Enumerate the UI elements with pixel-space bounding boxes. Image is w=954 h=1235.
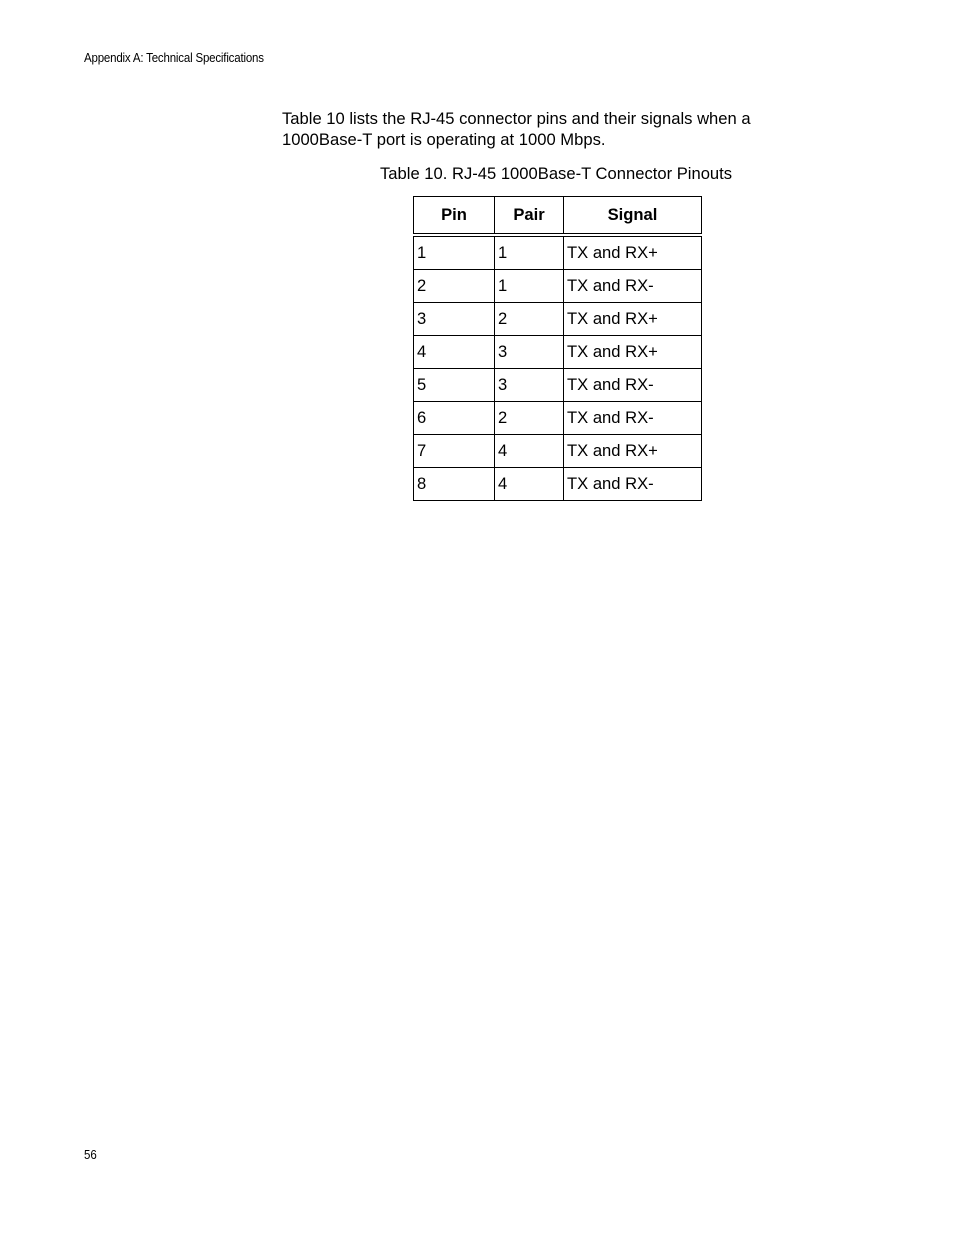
pair-cell: 2: [495, 303, 564, 336]
pair-cell: 4: [495, 435, 564, 468]
table-row: [414, 270, 702, 303]
signal-cell: TX and RX-: [564, 468, 702, 501]
pin-cell: 2: [414, 270, 495, 303]
table-row: [414, 435, 702, 468]
column-header-pair: Pair: [495, 197, 564, 236]
column-header-signal: Signal: [564, 197, 702, 236]
table-row: [414, 336, 702, 369]
running-header: Appendix A: Technical Specifications: [84, 51, 264, 65]
table-row: [414, 468, 702, 501]
signal-cell: TX and RX-: [564, 402, 702, 435]
pin-cell: 7: [414, 435, 495, 468]
table-row: [414, 402, 702, 435]
signal-cell: TX and RX-: [564, 369, 702, 402]
table-header-row: [414, 197, 702, 236]
intro-paragraph: Table 10 lists the RJ-45 connector pins and their signals when a 1000Base-T port is operating at 1000 Mbps.: [282, 109, 751, 149]
signal-cell: TX and RX-: [564, 270, 702, 303]
pair-cell: 3: [495, 336, 564, 369]
pin-cell: 1: [414, 235, 495, 270]
pin-cell: 5: [414, 369, 495, 402]
pair-cell: 4: [495, 468, 564, 501]
pin-cell: 3: [414, 303, 495, 336]
pair-cell: 3: [495, 369, 564, 402]
table-caption: Table 10. RJ-45 1000Base-T Connector Pinouts: [380, 164, 733, 183]
signal-cell: TX and RX+: [564, 435, 702, 468]
table-row: [414, 303, 702, 336]
table-row: [414, 369, 702, 402]
pin-cell: 8: [414, 468, 495, 501]
page-number: 56: [84, 1148, 97, 1162]
table-row: [414, 235, 702, 270]
column-header-pin: Pin: [414, 197, 495, 236]
pinout-table: [413, 196, 702, 501]
pin-cell: 4: [414, 336, 495, 369]
pair-cell: 1: [495, 270, 564, 303]
signal-cell: TX and RX+: [564, 235, 702, 270]
signal-cell: TX and RX+: [564, 303, 702, 336]
pin-cell: 6: [414, 402, 495, 435]
pair-cell: 2: [495, 402, 564, 435]
signal-cell: TX and RX+: [564, 336, 702, 369]
pair-cell: 1: [495, 235, 564, 270]
